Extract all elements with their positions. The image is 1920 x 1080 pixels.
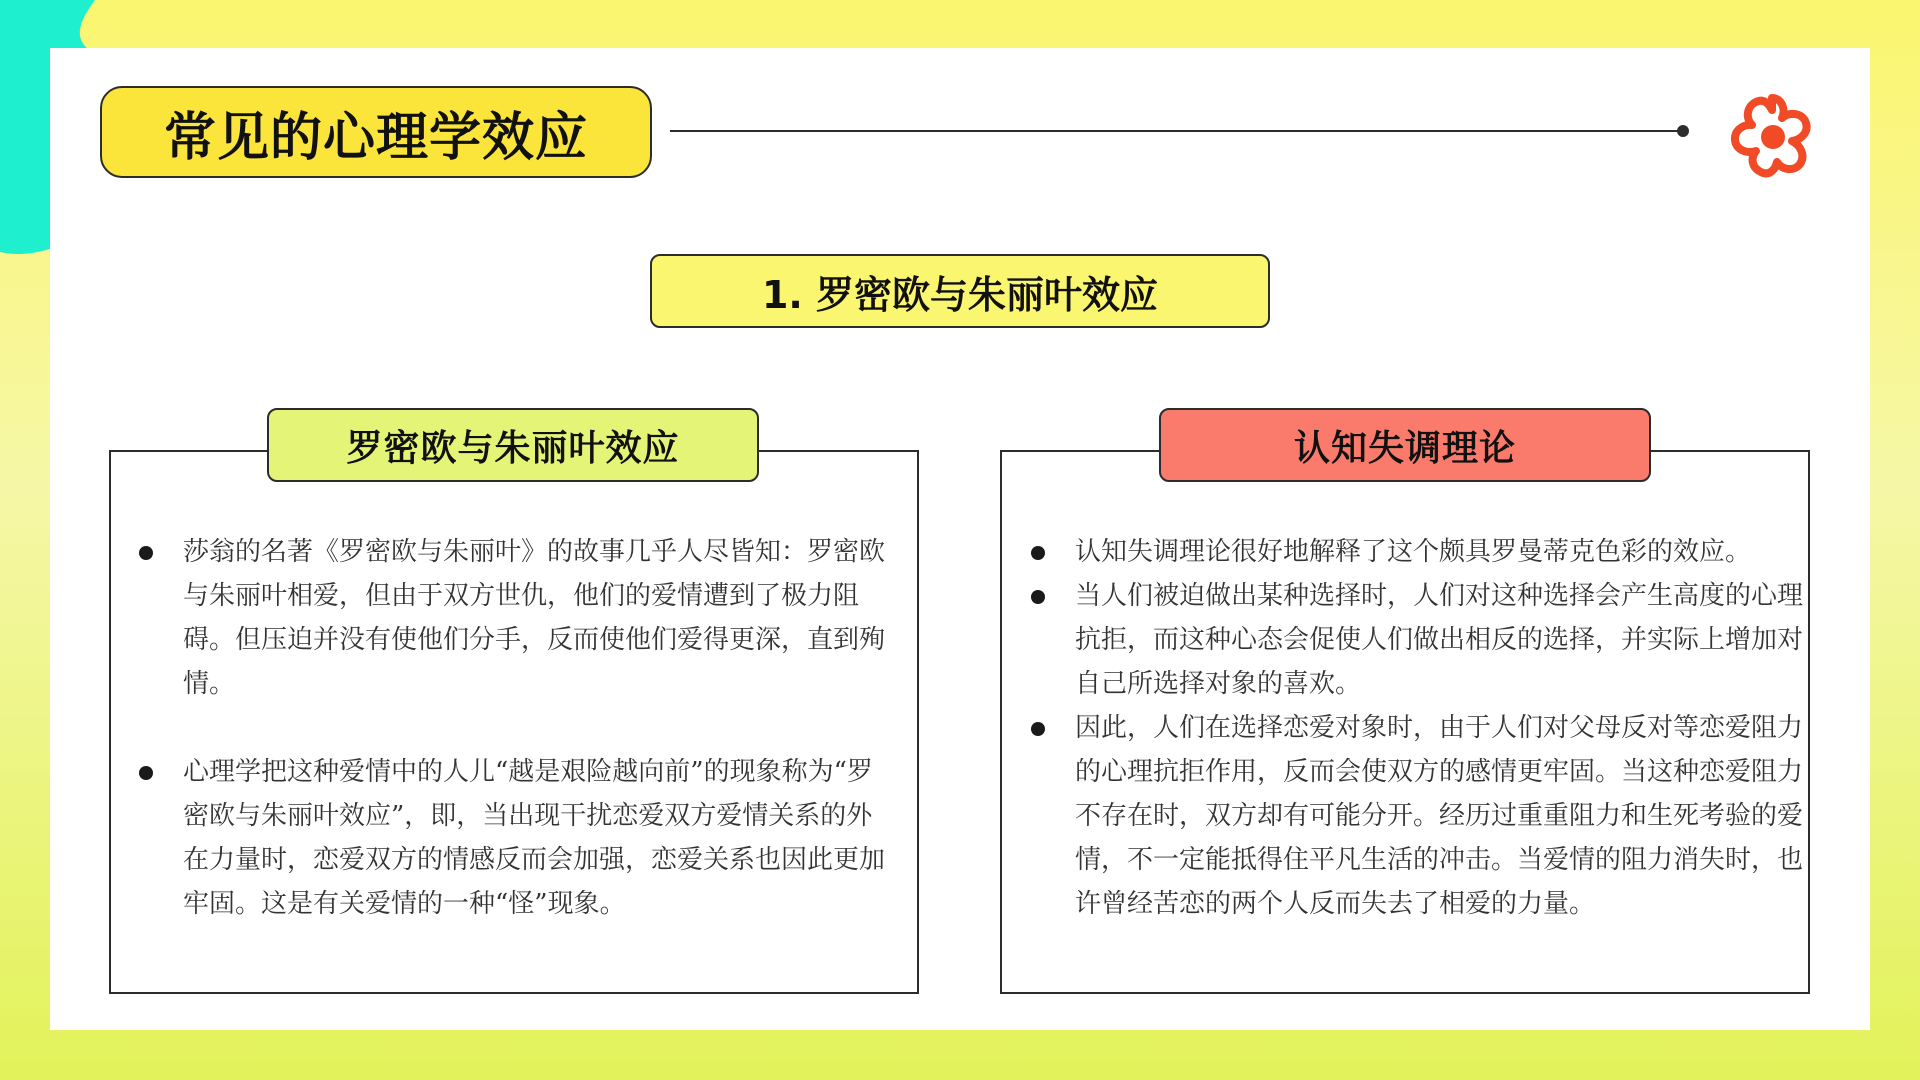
left-panel-bullets [183, 530, 888, 926]
left-panel-heading: 罗密欧与朱丽叶效应 [267, 408, 759, 482]
list-item [1075, 574, 1805, 706]
right-panel-heading: 认知失调理论 [1159, 408, 1651, 482]
slide-title: 常见的心理学效应 [100, 86, 652, 178]
list-item [1075, 530, 1805, 574]
bullet-text: 当人们被迫做出某种选择时，人们对这种选择会产生高度的心理抗拒，而这种心态会促使人们做出相反的选择，并实际上增加对自己所选择对象的喜欢。 [1075, 581, 1804, 699]
title-divider-dot [1677, 125, 1689, 137]
list-item [183, 530, 888, 706]
bullet-text: 认知失调理论很好地解释了这个颇具罗曼蒂克色彩的效应。 [1075, 537, 1752, 567]
right-panel-bullets [1075, 530, 1805, 926]
list-item [183, 750, 888, 926]
bullet-dot-icon [1031, 722, 1045, 736]
bullet-dot-icon [1031, 546, 1045, 560]
bullet-dot-icon [1031, 590, 1045, 604]
section-label: 1. 罗密欧与朱丽叶效应 [650, 254, 1270, 328]
bullet-text: 因此，人们在选择恋爱对象时，由于人们对父母反对等恋爱阻力的心理抗拒作用，反而会使双方的感情更牢固。当这种恋爱阻力不存在时，双方却有可能分开。经历过重重阻力和生死考验的爱情，不一定能抵得住平凡生活的冲击。当爱情的阻力消失时，也许曾经苦恋的两个人反而失去了相爱的力量。 [1075, 713, 1804, 919]
title-divider-line [670, 130, 1680, 132]
list-item [1075, 706, 1805, 926]
bullet-dot-icon [139, 546, 153, 560]
bullet-text: 心理学把这种爱情中的人儿“越是艰险越向前”的现象称为“罗密欧与朱丽叶效应”，即，当出现干扰恋爱双方爱情关系的外在力量时，恋爱双方的情感反而会加强，恋爱关系也因此更加牢固。这是有关爱情的一种“怪”现象。 [183, 757, 886, 919]
bullet-text: 莎翁的名著《罗密欧与朱丽叶》的故事几乎人尽皆知：罗密欧与朱丽叶相爱，但由于双方世仇，他们的爱情遭到了极力阻碍。但压迫并没有使他们分手，反而使他们爱得更深，直到殉情。 [183, 537, 886, 699]
bullet-dot-icon [139, 766, 153, 780]
flower-icon [1722, 84, 1822, 184]
